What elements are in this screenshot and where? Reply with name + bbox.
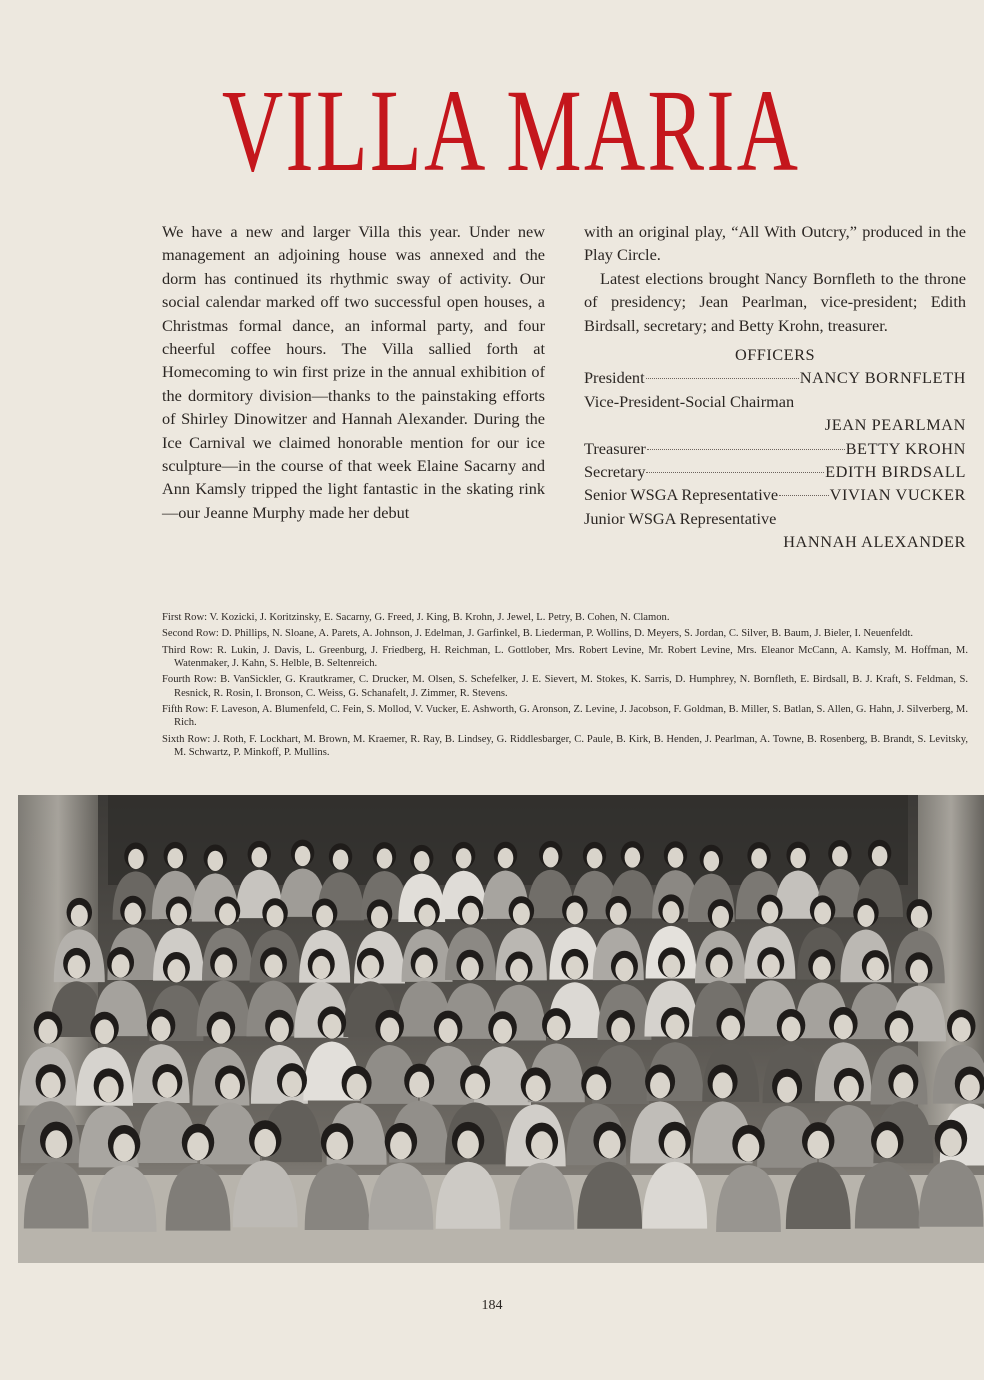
- person-face: [409, 1072, 429, 1098]
- person-face: [371, 906, 388, 928]
- person-face: [531, 1131, 553, 1159]
- person-face: [38, 1019, 57, 1044]
- person-face: [625, 847, 641, 867]
- officers-heading: OFFICERS: [734, 345, 815, 365]
- person-face: [113, 1134, 135, 1162]
- person-face: [99, 1076, 119, 1102]
- officer-title: Secretary: [584, 462, 646, 482]
- person-face: [377, 848, 393, 868]
- officer-row-president: [584, 366, 966, 389]
- person-face: [419, 904, 436, 926]
- person-face: [71, 905, 88, 927]
- person-face: [347, 1074, 367, 1100]
- person-face: [333, 849, 349, 869]
- person-face: [251, 847, 267, 867]
- person-face: [211, 1019, 230, 1044]
- person-face: [712, 906, 729, 928]
- person-face: [456, 848, 472, 868]
- caption-row-second: Second Row: D. Phillips, N. Sloane, A. Parets, A. Johnson, J. Edelman, J. Garfinkel, B. Liederman, P. Wollins, D. Meyers, S. Jordan, C. Silver, B. Baum, J. Bieler, I. Neuenfeldt.: [162, 628, 914, 640]
- person-face: [167, 959, 185, 982]
- person-face: [587, 848, 603, 868]
- person-face: [790, 848, 806, 868]
- person-face: [267, 905, 284, 927]
- person-face: [952, 1017, 971, 1042]
- person-face: [390, 1131, 412, 1159]
- page-title: VILLA MARIA: [221, 65, 801, 196]
- person-face: [893, 1072, 913, 1098]
- person-face: [668, 848, 684, 868]
- person-face: [710, 955, 728, 978]
- group-photo-image: [18, 795, 984, 1263]
- person-face: [813, 956, 831, 979]
- caption-row-fourth: Fourth Row: B. VanSickler, G. Krautkramer, C. Drucker, M. Olsen, S. Schefelker, J. E. Sievert, M. Stokes, K. Sarris, D. Humphrey, N. Bornfleth, E. Birdsall, B. J. Kraft, S. Feldman, S. Resnick, R. Rosin, I. Bronson, C. Weiss, G. Schanafelt, J. Zimmer, R. Stevens.: [162, 674, 968, 699]
- person-face: [322, 1014, 341, 1039]
- person-face: [876, 1130, 898, 1158]
- person-face: [167, 848, 183, 868]
- officer-name: JEAN PEARLMAN: [824, 415, 966, 435]
- leader-dots: [646, 472, 824, 473]
- caption-row-fifth: Fifth Row: F. Laveson, A. Blumenfeld, C. Fein, S. Mollod, V. Vucker, E. Ashworth, G. Aronson, Z. Levine, J. Jacobson, F. Goldman, B. Miller, S. Batlan, S. Allen, G. Hahn, J. Silverberg, M. Rich.: [162, 703, 968, 729]
- person-face: [839, 1076, 859, 1102]
- person-face: [664, 1130, 686, 1158]
- person-face: [207, 851, 223, 871]
- officer-row-secretary: [584, 460, 966, 483]
- person-face: [254, 1129, 276, 1157]
- person-face: [872, 846, 888, 866]
- person-face: [911, 906, 928, 928]
- person-face: [910, 959, 928, 982]
- person-face: [45, 1130, 67, 1158]
- person-face: [68, 955, 86, 978]
- person-face: [312, 956, 330, 979]
- person-face: [513, 903, 530, 925]
- elections-paragraph: Latest elections brought Nancy Bornfleth to the throne of presidency; Jean Pearlman, vice-president; Edith Birdsall, secretary; and Betty Krohn, treasurer.: [584, 268, 966, 335]
- person-face: [361, 955, 379, 978]
- person-face: [866, 957, 884, 980]
- person-face: [807, 1131, 829, 1159]
- person-face: [704, 851, 720, 871]
- person-face: [461, 957, 479, 980]
- leader-dots: [647, 449, 845, 450]
- person-face: [95, 1019, 114, 1044]
- officer-name: NANCY BORNFLETH: [799, 368, 966, 388]
- officer-name: BETTY KROHN: [845, 438, 966, 458]
- person-face: [777, 1077, 797, 1103]
- person-face: [326, 1132, 348, 1160]
- person-face: [157, 1072, 177, 1098]
- person-face: [666, 1015, 685, 1040]
- article-paragraph-continued: with an original play, “All With Outcry,” produced in the Play Circle.: [584, 222, 966, 265]
- person-face: [439, 1018, 458, 1043]
- person-face: [960, 1075, 980, 1101]
- article-paragraph: We have a new and larger Villa this year. Under new management an adjoining house was annexed and the dorm has continued its rhythmic sway of activity. Our social calendar marked off two successful open houses, a Christmas formal dance, an informal party, and four cheerful coffee hours. The Villa sallied forth at Homecoming to win first prize in the annual exhibition of the dormitory division—thanks to the painstaking efforts of Shirley Dinowitzer and Hannah Alexander. During the Ice Carnival we claimed honorable mention for our ice sculpture—in the course of that week Elaine Sacarny and Ann Kamsly tripped the light fantastic in the skating rink—our Jeanne Murphy made her debut: [162, 222, 545, 522]
- officer-name: HANNAH ALEXANDER: [783, 532, 966, 552]
- officer-title: Junior WSGA Representative: [584, 508, 777, 528]
- person-face: [940, 1128, 962, 1156]
- person-face: [220, 1073, 240, 1099]
- person-face: [782, 1017, 801, 1042]
- article-column-left: [162, 220, 545, 524]
- person-face: [215, 954, 233, 977]
- person-face: [128, 849, 144, 869]
- person-face: [270, 1017, 289, 1042]
- person-face: [465, 1073, 485, 1099]
- person-face: [615, 958, 633, 981]
- person-face: [219, 903, 236, 925]
- person-face: [462, 903, 479, 925]
- person-face: [721, 1015, 740, 1040]
- person-face: [761, 901, 778, 923]
- person-face: [547, 1016, 566, 1041]
- person-face: [152, 1017, 171, 1042]
- person-face: [264, 954, 282, 977]
- person-face: [124, 903, 141, 925]
- officer-title: President: [584, 368, 645, 388]
- officer-title: Treasurer: [584, 438, 646, 458]
- article-column-right: [584, 220, 966, 554]
- officer-title: Vice-President-Social Chairman: [584, 391, 795, 411]
- officer-row-senior-rep: [584, 483, 966, 506]
- person-face: [610, 903, 627, 925]
- person-face: [713, 1072, 733, 1098]
- person-face: [380, 1017, 399, 1042]
- person-face: [498, 848, 514, 868]
- person-face: [586, 1074, 606, 1100]
- leader-dots: [779, 495, 828, 496]
- officer-row-junior-rep: [584, 507, 966, 554]
- photo-caption: [162, 611, 968, 762]
- officer-title: Senior WSGA Representative: [584, 485, 779, 505]
- person-face: [814, 902, 831, 924]
- person-face: [112, 954, 130, 977]
- officer-name: EDITH BIRDSALL: [825, 462, 966, 482]
- person-face: [414, 851, 430, 871]
- person-face: [857, 905, 874, 927]
- person-face: [457, 1130, 479, 1158]
- person-face: [566, 956, 584, 979]
- caption-row-third: Third Row: R. Lukin, J. Davis, L. Greenburg, J. Friedberg, H. Reichman, L. Gottlober, Mrs. Robert Levine, Mr. Robert Levine, Mrs. Eleanor McCann, A. Kamsly, M. Hoffman, M. Watenmaker, J. Kahn, S. Helble, B. Seltenreich.: [162, 644, 968, 669]
- person-face: [738, 1134, 760, 1162]
- person-face: [295, 846, 311, 866]
- officer-name: VIVIAN VUCKER: [829, 485, 966, 505]
- person-face: [543, 847, 559, 867]
- leader-dots: [646, 378, 799, 379]
- person-face: [316, 905, 333, 927]
- person-face: [510, 959, 528, 982]
- person-face: [493, 1019, 512, 1044]
- person-face: [762, 954, 780, 977]
- person-face: [170, 903, 187, 925]
- page-number: 184: [481, 1298, 503, 1313]
- caption-row-first: First Row: V. Kozicki, J. Koritzinsky, E. Sacarny, G. Freed, J. King, B. Krohn, J. Jewel, L. Petry, B. Cohen, N. Clamon.: [162, 612, 670, 623]
- person-face: [282, 1071, 302, 1097]
- person-face: [599, 1130, 621, 1158]
- person-face: [834, 1015, 853, 1040]
- officer-row-vice-president: [584, 390, 966, 437]
- caption-row-sixth: Sixth Row: J. Roth, F. Lockhart, M. Brown, M. Kraemer, R. Ray, B. Lindsey, G. Riddlesbarger, C. Paule, B. Kirk, B. Henden, J. Pearlman, A. Towne, B. Rosenberg, B. Brandt, S. Levitsky, M. Schwartz, P. Minkoff, P. Mullins.: [162, 733, 968, 758]
- person-face: [751, 848, 767, 868]
- group-photo: [18, 795, 984, 1263]
- person-face: [415, 955, 433, 978]
- person-face: [41, 1072, 61, 1098]
- person-face: [663, 901, 680, 923]
- person-face: [611, 1018, 630, 1043]
- person-face: [566, 902, 583, 924]
- person-face: [662, 955, 680, 978]
- officer-row-treasurer: [584, 437, 966, 460]
- person-face: [187, 1132, 209, 1160]
- person-face: [832, 846, 848, 866]
- person-face: [889, 1018, 908, 1043]
- person-face: [526, 1075, 546, 1101]
- person-face: [650, 1072, 670, 1098]
